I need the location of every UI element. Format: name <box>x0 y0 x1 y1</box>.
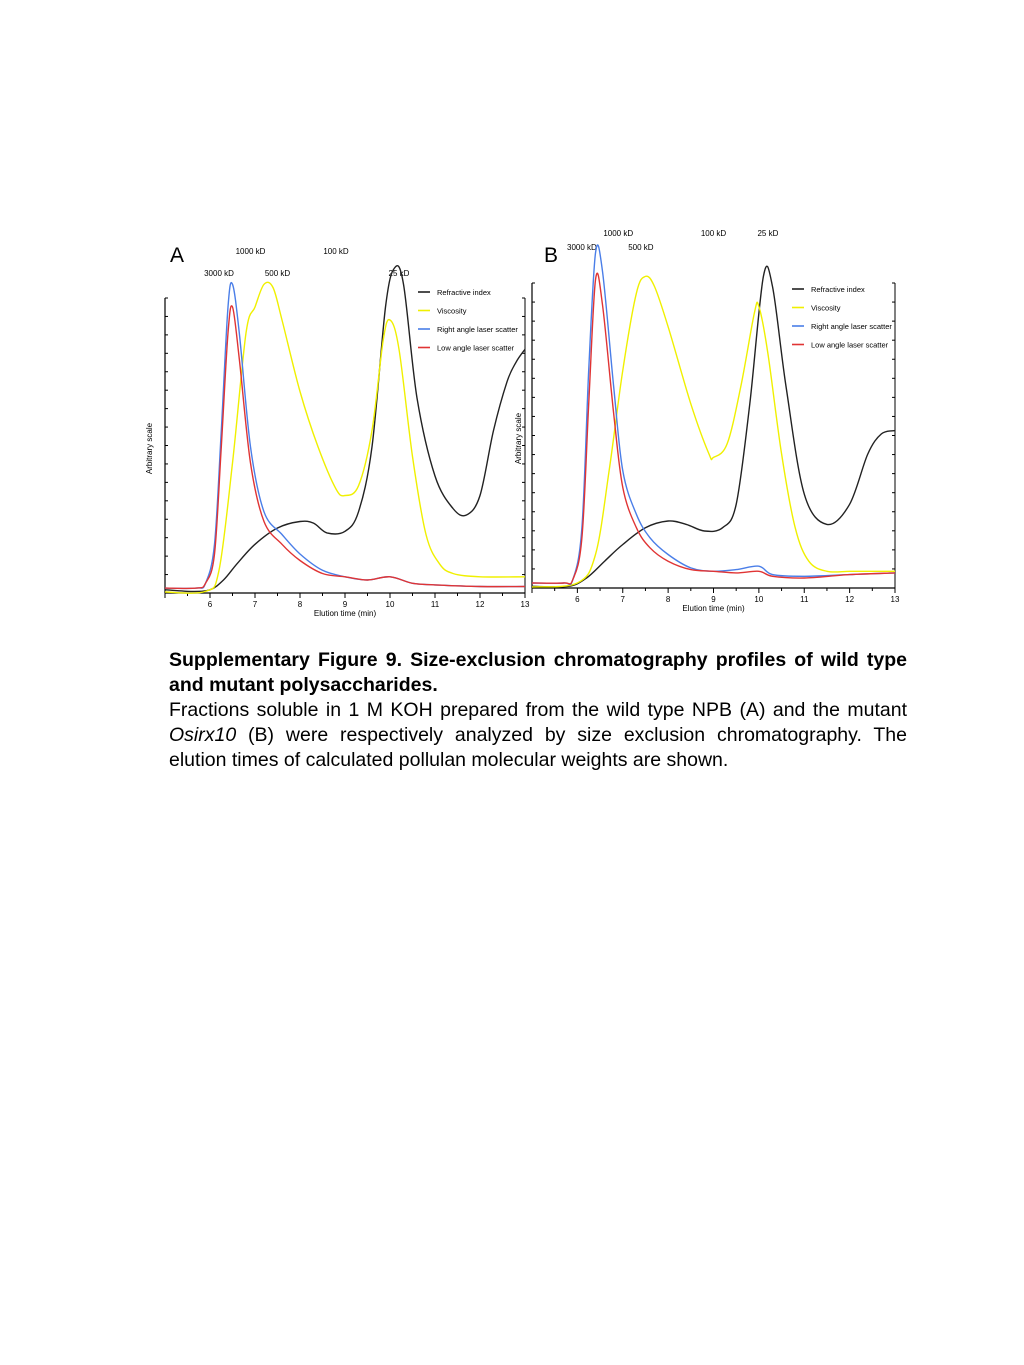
mw-marker-label: 1000 kD <box>235 247 266 256</box>
caption-body <box>169 698 907 773</box>
x-tick-label: 11 <box>430 600 440 609</box>
panel-label: A <box>170 244 185 267</box>
x-tick-label: 13 <box>890 595 900 604</box>
legend-label-series-low-angle-laser-scatter: Low angle laser scatter <box>437 343 515 353</box>
caption-body-text-2: (B) were respectively analyzed by size exclusion chromatography. The elution times of calculated pollulan molecular weights are shown. <box>169 724 907 771</box>
caption-title: Supplementary Figure 9. Size-exclusion chromatography profiles of wild type and mutant polysaccharides. <box>169 649 907 696</box>
x-tick-label: 12 <box>475 600 485 609</box>
mw-marker-label: 1000 kD <box>603 229 634 238</box>
legend <box>792 285 892 350</box>
mw-marker-label: 25 kD <box>757 229 779 238</box>
caption-body-text-1: Fractions soluble in 1 M KOH prepared from the wild type NPB (A) and the mutant <box>169 699 907 721</box>
chart-panel-b <box>514 229 900 613</box>
chart-panel-a <box>145 244 530 618</box>
series-refractive-index-line <box>165 266 525 592</box>
figure-caption <box>169 648 907 773</box>
mw-marker-label: 100 kD <box>700 229 727 238</box>
legend-label-series-right-angle-laser-scatter: Right angle laser scatter <box>437 325 518 334</box>
panel-label: B <box>544 244 559 267</box>
x-tick-label: 12 <box>845 595 855 604</box>
y-axis-label: Arbitrary scale <box>514 412 523 465</box>
mw-marker-label: 500 kD <box>264 269 291 278</box>
x-axis-label: Elution time (min) <box>313 609 377 618</box>
y-axis-label: Arbitrary scale <box>145 422 154 475</box>
x-tick-label: 7 <box>252 600 258 609</box>
mw-marker-label: 100 kD <box>323 247 349 256</box>
x-tick-label: 10 <box>754 595 764 604</box>
caption-mutant-name: Osirx10 <box>169 724 237 746</box>
legend-label-series-refractive-index: Refractive index <box>811 285 865 294</box>
x-tick-label: 9 <box>711 595 716 604</box>
legend-label-series-low-angle-laser-scatter: Low angle laser scatter <box>811 340 889 350</box>
x-tick-label: 13 <box>520 600 530 609</box>
mw-marker-label: 500 kD <box>628 243 654 252</box>
x-tick-label: 6 <box>575 595 580 604</box>
legend <box>418 288 518 353</box>
legend-label-series-viscosity: Viscosity <box>811 303 841 313</box>
x-tick-label: 7 <box>620 595 625 604</box>
chromatography-figure <box>0 0 1024 640</box>
x-tick-label: 10 <box>385 600 395 609</box>
x-tick-label: 11 <box>800 595 809 604</box>
x-tick-label: 6 <box>207 600 213 609</box>
legend-label-series-refractive-index: Refractive index <box>437 288 491 297</box>
x-tick-label: 9 <box>342 600 348 609</box>
x-axis-label: Elution time (min) <box>682 604 745 613</box>
mw-marker-label: 3000 kD <box>204 269 234 278</box>
x-tick-label: 8 <box>297 600 303 609</box>
x-tick-label: 8 <box>665 595 671 604</box>
legend-label-series-viscosity: Viscosity <box>437 306 467 316</box>
series-right-angle-laser-scatter-line <box>532 245 895 585</box>
mw-marker-label: 25 kD <box>388 269 410 278</box>
legend-label-series-right-angle-laser-scatter: Right angle laser scatter <box>811 322 892 331</box>
mw-marker-label: 3000 kD <box>567 243 597 252</box>
